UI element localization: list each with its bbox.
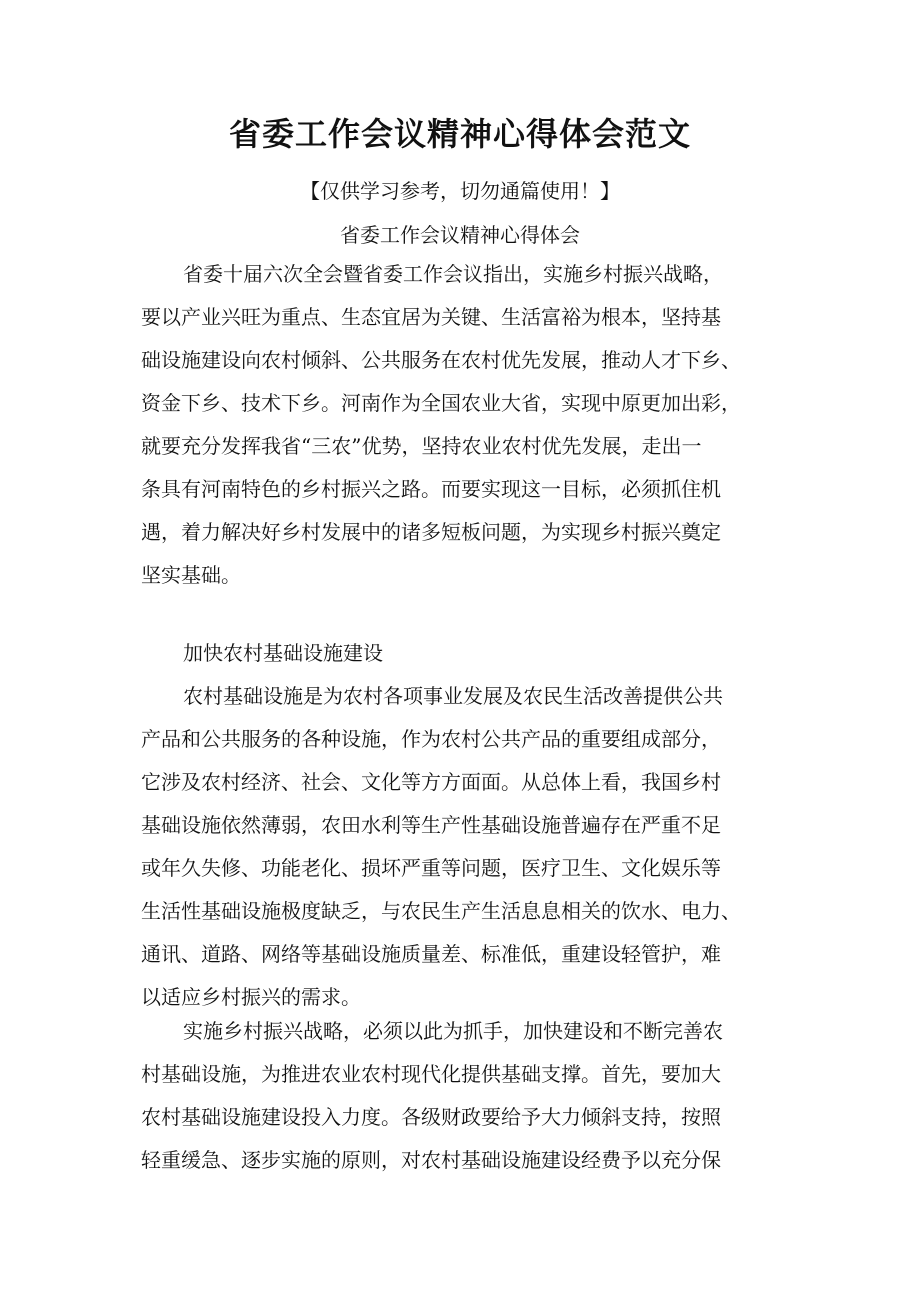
paragraph-line: 或年久失修、功能老化、损坏严重等问题，医疗卫生、文化娱乐等: [141, 856, 721, 880]
section-heading-block: [141, 632, 801, 675]
paragraph-line: 省委十届六次全会暨省委工作会议指出，实施乡村振兴战略，: [183, 262, 723, 286]
paragraph-line: 它涉及农村经济、社会、文化等方方面面。从总体上看，我国乡村: [141, 770, 721, 794]
paragraph-line: 村基础设施，为推进农业农村现代化提供基础支撑。首先，要加大: [141, 1062, 721, 1086]
paragraph-line: 条具有河南特色的乡村振兴之路。而要实现这一目标，必须抓住机: [141, 477, 721, 501]
section-heading: 加快农村基础设施建设: [183, 641, 383, 665]
paragraph-line: 实施乡村振兴战略，必须以此为抓手，加快建设和不断完善农: [183, 1019, 723, 1043]
paragraph-line: 坚实基础。: [141, 563, 241, 587]
paragraph-line: 产品和公共服务的各种设施，作为农村公共产品的重要组成部分，: [141, 727, 721, 751]
paragraph-line: 就要充分发挥我省“三农”优势，坚持农业农村优先发展，走出一: [141, 434, 702, 458]
paragraph-line: 遇，着力解决好乡村发展中的诸多短板问题，为实现乡村振兴奠定: [141, 520, 721, 544]
paragraph-line: 生活性基础设施极度缺乏，与农民生产生活息息相关的饮水、电力、: [141, 899, 741, 923]
paragraph-line: 以适应乡村振兴的需求。: [141, 985, 361, 1009]
document-title: 省委工作会议精神心得体会范文: [228, 115, 691, 153]
usage-notice: 【仅供学习参考，切勿通篇使用！】: [300, 179, 620, 203]
paragraph-line: 轻重缓急、逐步实施的原则，对农村基础设施建设经费予以充分保: [141, 1148, 721, 1172]
paragraph-line: 农村基础设施是为农村各项事业发展及农民生活改善提供公共: [183, 684, 723, 708]
paragraph-line: 基础设施依然薄弱，农田水利等生产性基础设施普遍存在严重不足: [141, 813, 721, 837]
paragraph-line: 资金下乡、技术下乡。河南作为全国农业大省，实现中原更加出彩，: [141, 391, 741, 415]
paragraph-infrastructure: [141, 675, 801, 1019]
paragraph-line: 要以产业兴旺为重点、生态宜居为关键、生活富裕为根本，坚持基: [141, 305, 721, 329]
document-subtitle: 省委工作会议精神心得体会: [340, 223, 580, 247]
paragraph-line: 础设施建设向农村倾斜、公共服务在农村优先发展，推动人才下乡、: [141, 348, 741, 372]
paragraph-strategy: [141, 1010, 801, 1182]
paragraph-line: 农村基础设施建设投入力度。各级财政要给予大力倾斜支持，按照: [141, 1105, 721, 1129]
paragraph-intro: [141, 253, 801, 597]
paragraph-line: 通讯、道路、网络等基础设施质量差、标准低，重建设轻管护，难: [141, 942, 721, 966]
